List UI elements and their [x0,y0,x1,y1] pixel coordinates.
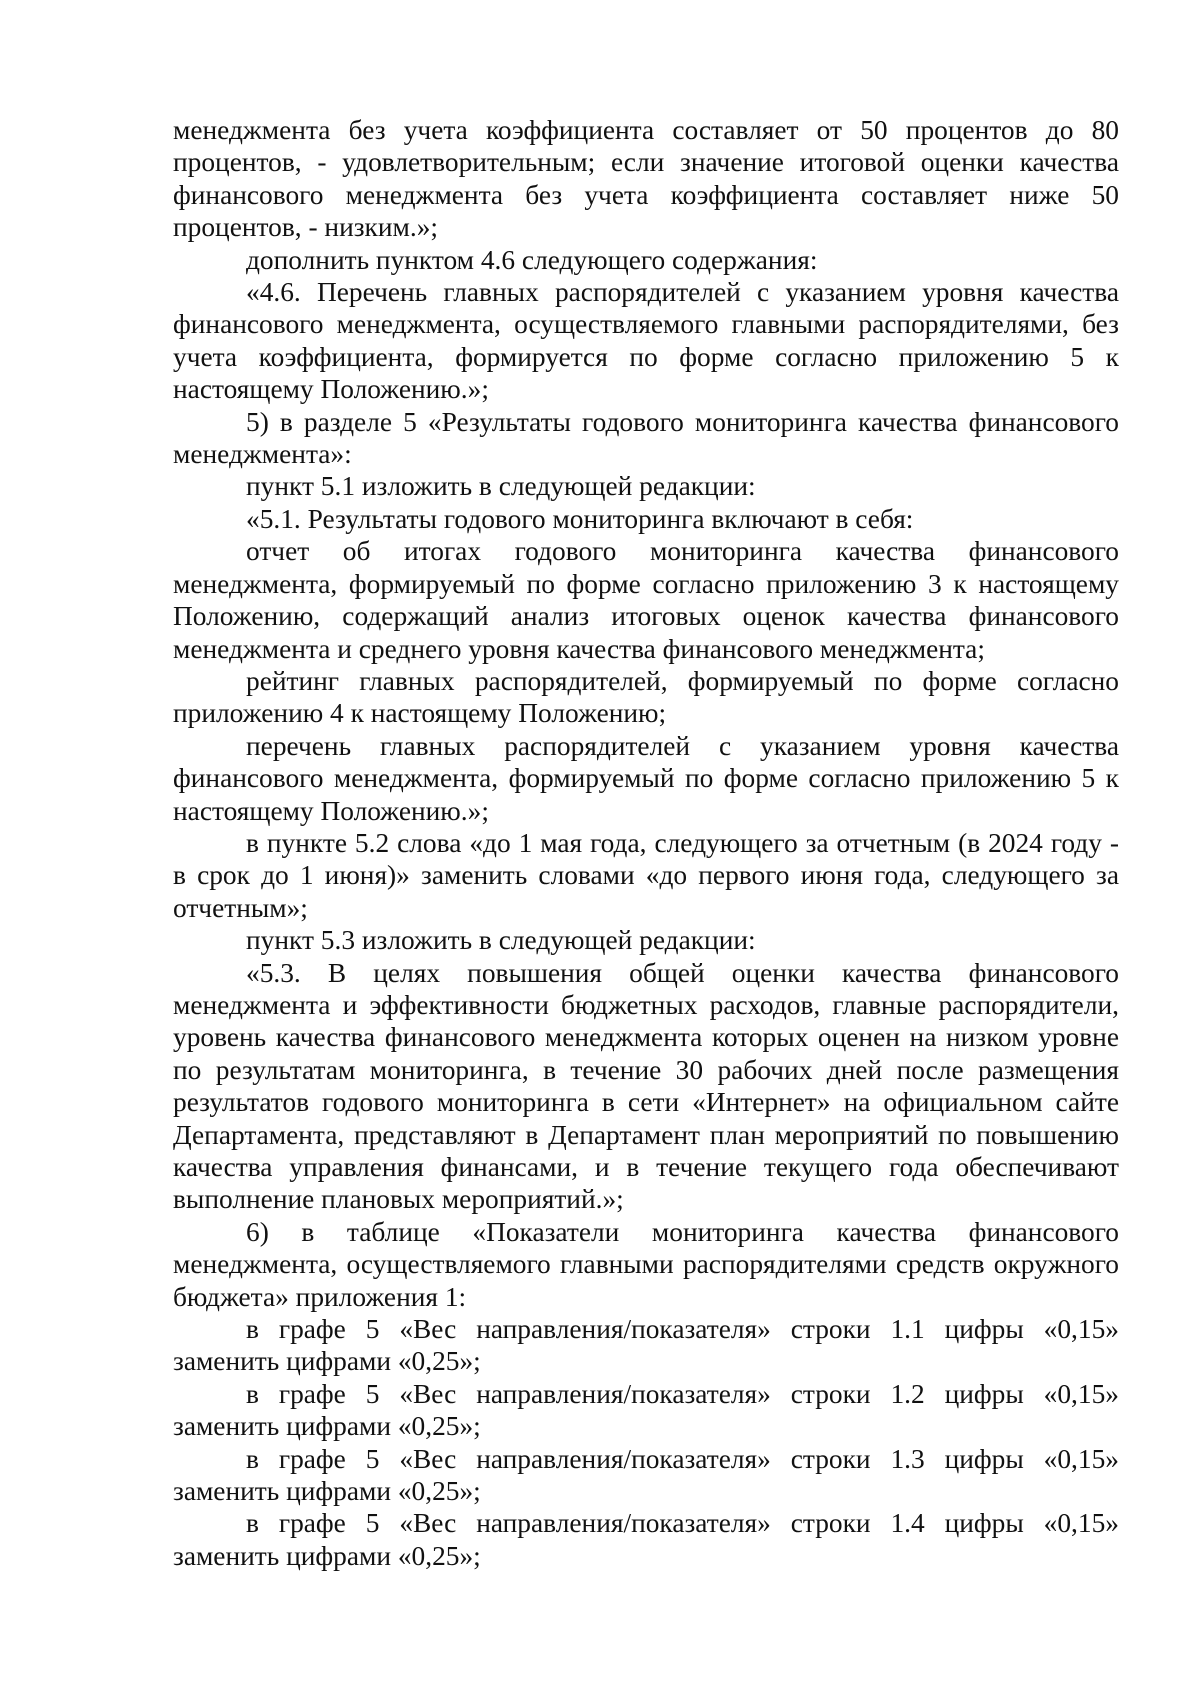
paragraph-item-6: 6) в таблице «Показатели мониторинга качества финансового менеджмента, осуществляемого главными распорядителями средств окружного бюджета» приложения 1: [173,1216,1119,1312]
paragraph-row-1-2: в графе 5 «Вес направления/показателя» строки 1.2 цифры «0,15» заменить цифрами «0,25»; [173,1378,1119,1442]
paragraph-row-1-3: в графе 5 «Вес направления/показателя» строки 1.3 цифры «0,15» заменить цифрами «0,25»; [173,1443,1119,1507]
document-page [173,114,1119,1572]
paragraph-add-4-6: дополнить пунктом 4.6 следующего содержания: [246,244,818,275]
paragraph-report: отчет об итогах годового мониторинга качества финансового менеджмента, формируемый по форме согласно приложению 3 к настоящему Положению, содержащий анализ итоговых оценок качества финансового менеджмента и среднего уровня качества финансового менеджмента; [173,536,1119,664]
paragraph-5-3-intro: пункт 5.3 изложить в следующей редакции: [246,925,756,956]
paragraph-5-3-text: «5.3. В целях повышения общей оценки качества финансового менеджмента и эффективности бюджетных расходов, главные распорядители, уровень качества финансового менеджмента которых оценен на низком уровне по результатам мониторинга, в течение 30 рабочих дней после размещения результатов годового мониторинга в сети «Интернет» на официальном сайте Департамента, представляют в Департамент план мероприятий по повышению качества управления финансами, и в течение текущего года обеспечивают выполнение плановых мероприятий.»; [173,957,1119,1215]
paragraph-rating: рейтинг главных распорядителей, формируемый по форме согласно приложению 4 к настоящему Положению; [173,665,1119,729]
paragraph-5-1-intro: пункт 5.1 изложить в следующей редакции: [246,471,756,502]
paragraph-list: перечень главных распорядителей с указанием уровня качества финансового менеджмента, формируемый по форме согласно приложению 5 к настоящему Положению.»; [173,730,1119,826]
paragraph-continuation: менеджмента без учета коэффициента составляет от 50 процентов до 80 процентов, - удовлетворительным; если значение итоговой оценки качества финансового менеджмента без учета коэффициента составляет ниже 50 процентов, - низким.»; [173,115,1119,243]
paragraph-5-2: в пункте 5.2 слова «до 1 мая года, следующего за отчетным (в 2024 году - в срок до 1 июня)» заменить словами «до первого июня года, следующего за отчетным»; [173,827,1119,923]
paragraph-row-1-1: в графе 5 «Вес направления/показателя» строки 1.1 цифры «0,15» заменить цифрами «0,25»; [173,1314,1119,1377]
paragraph-4-6-text: «4.6. Перечень главных распорядителей с указанием уровня качества финансового менеджмента, осуществляемого главными распорядителями, без учета коэффициента, формируется по форме согласно приложению 5 к настоящему Положению.»; [173,277,1119,405]
paragraph-5-1-text: «5.1. Результаты годового мониторинга включают в себя: [246,503,914,534]
paragraph-row-1-4: в графе 5 «Вес направления/показателя» строки 1.4 цифры «0,15» заменить цифрами «0,25»; [173,1508,1119,1571]
paragraph-section-5: 5) в разделе 5 «Результаты годового мониторинга качества финансового менеджмента»: [173,406,1119,470]
